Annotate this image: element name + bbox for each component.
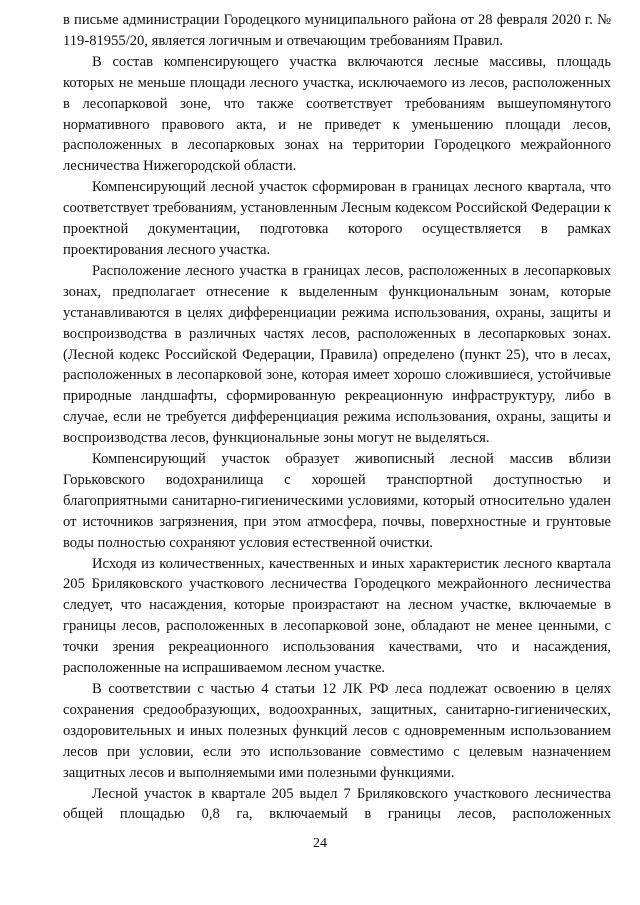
paragraph: В соответствии с частью 4 статьи 12 ЛК РФ леса подлежат освоению в целях сохранения средообразующих, водоохранных, защитных, санитарно-гигиенических, оздоровительных и иных полезных функций лесов с одновременным использованием лесов при условии, если это использование совместимо с целевым назначением защитных лесов и выполняемыми ими полезными функциями. [63, 681, 611, 781]
paragraph: Компенсирующий лесной участок сформирован в границах лесного квартала, что соответствует требованиям, установленным Лесным кодексом Российской Федерации к проектной документации, подготовка которого осуществляется в рамках проектирования лесного участка. [63, 179, 611, 258]
document-body [63, 10, 611, 825]
paragraph: Исходя из количественных, качественных и иных характеристик лесного квартала 205 Бриляковского участкового лесничества Городецкого межрайонного лесничества следует, что насаждения, которые произрастают на лесном участке, включаемые в границы лесов, расположенных в лесопарковой зоне, обладают не менее ценными, с точки зрения рекреационного использования качествами, что и насаждения, расположенные на испрашиваемом лесном участке. [63, 555, 611, 677]
paragraph: Расположение лесного участка в границах лесов, расположенных в лесопарковых зонах, предполагает отнесение к выделенным функциональным зонам, которые устанавливаются в целях дифференциации режима использования, охраны, защиты и воспроизводства в различных частях лесов, расположенных в лесопарковых зонах. (Лесной кодекс Российской Федерации, Правила) определено (пункт 25), что в лесах, расположенных в лесопарковой зоне, которая имеет хорошо сложившиеся, устойчивые природные ландшафты, сформированную рекреационную инфраструктуру, либо в случае, если не требуется дифференциация режима использования, охраны, защиты и воспроизводства лесов, функциональные зоны могут не выделяться. [63, 262, 611, 447]
paragraph-last: Лесной участок в квартале 205 выдел 7 Бриляковского участкового лесничества общей площадью 0,8 га, включаемый в границы лесов, расположенных [63, 785, 611, 823]
page-number: 24 [313, 836, 327, 851]
paragraph-continuation: в письме администрации Городецкого муниципального района от 28 февраля 2020 г. № 119-81955/20, является логичным и отвечающим требованиям Правил. [63, 12, 611, 49]
paragraph: В состав компенсирующего участка включаются лесные массивы, площадь которых не меньше площади лесного участка, исключаемого из лесов, расположенных в лесопарковой зоне, что также соответствует требованиям вышеупомянутого нормативного правового акта, и не приведет к уменьшению площади лесов, расположенных в лесопарковых зонах на территории Городецкого межрайонного лесничества Нижегородской области. [63, 53, 611, 175]
paragraph: Компенсирующий участок образует живописный лесной массив вблизи Горьковского водохранилища с хорошей транспортной доступностью и благоприятными санитарно-гигиеническими условиями, который относительно удален от источников загрязнения, при этом атмосфера, почвы, поверхностные и грунтовые воды полностью сохраняют условия естественной очистки. [63, 451, 611, 551]
